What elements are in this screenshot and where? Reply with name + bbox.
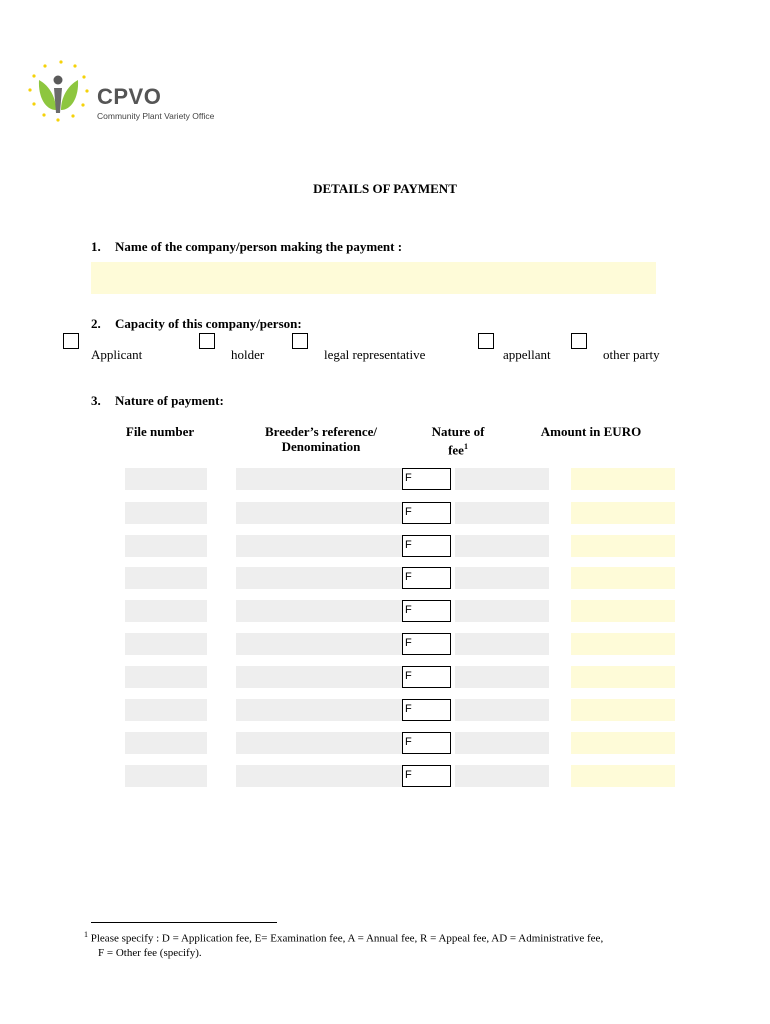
amount-euro-input[interactable] bbox=[571, 666, 675, 688]
breeder-reference-input[interactable] bbox=[236, 699, 419, 721]
amount-euro-input[interactable] bbox=[571, 765, 675, 787]
option-other-party-label: other party bbox=[603, 347, 660, 362]
section-1-label: Name of the company/person making the payment : bbox=[115, 239, 403, 254]
payer-name-field[interactable] bbox=[91, 262, 656, 294]
logo-title: CPVO bbox=[97, 84, 162, 109]
checkbox-applicant[interactable] bbox=[63, 333, 79, 349]
col-header-file-number: File number bbox=[125, 424, 195, 439]
fee-specify-input[interactable] bbox=[455, 468, 549, 490]
file-number-input[interactable] bbox=[125, 535, 207, 557]
breeder-reference-input[interactable] bbox=[236, 502, 419, 524]
breeder-reference-input[interactable] bbox=[236, 468, 419, 490]
amount-euro-input[interactable] bbox=[571, 732, 675, 754]
section-1-number: 1. bbox=[91, 239, 101, 254]
fee-specify-input[interactable] bbox=[455, 502, 549, 524]
footnote-line-1 bbox=[84, 928, 684, 946]
col-header-breeder-ref bbox=[240, 424, 402, 454]
fee-specify-input[interactable] bbox=[455, 765, 549, 787]
cpvo-logo-icon bbox=[16, 58, 106, 128]
fee-code-select[interactable]: F bbox=[402, 468, 451, 490]
footnote-text-2: F = Other fee (specify). bbox=[98, 946, 202, 959]
col-header-nature-line2 bbox=[413, 439, 503, 457]
col-header-nature-fee: fee bbox=[448, 442, 464, 458]
footnote bbox=[84, 928, 684, 960]
breeder-reference-input[interactable] bbox=[236, 600, 419, 622]
fee-code-select[interactable]: F bbox=[402, 535, 451, 557]
fee-specify-input[interactable] bbox=[455, 666, 549, 688]
file-number-input[interactable] bbox=[125, 765, 207, 787]
breeder-reference-input[interactable] bbox=[236, 765, 419, 787]
file-number-input[interactable] bbox=[125, 567, 207, 589]
fee-specify-input[interactable] bbox=[455, 732, 549, 754]
fee-specify-input[interactable] bbox=[455, 633, 549, 655]
file-number-input[interactable] bbox=[125, 666, 207, 688]
amount-euro-input[interactable] bbox=[571, 633, 675, 655]
footnote-text-1: Please specify : D = Application fee, E= Examination fee, A = Annual fee, R = Appeal fee, AD = Administrative fee, bbox=[90, 932, 604, 945]
fee-code-select[interactable]: F bbox=[402, 633, 451, 655]
logo-subtitle: Community Plant Variety Office bbox=[97, 111, 215, 121]
section-2-number: 2. bbox=[91, 316, 101, 331]
option-applicant-label: Applicant bbox=[91, 347, 143, 362]
page-title: DETAILS OF PAYMENT bbox=[313, 181, 457, 196]
fee-code-select[interactable]: F bbox=[402, 732, 451, 754]
fee-specify-input[interactable] bbox=[455, 567, 549, 589]
file-number-input[interactable] bbox=[125, 633, 207, 655]
file-number-input[interactable] bbox=[125, 502, 207, 524]
col-header-amount: Amount in EURO bbox=[540, 424, 642, 439]
col-header-breeder-ref-line1: Breeder’s reference/ bbox=[265, 424, 377, 439]
option-holder-label: holder bbox=[231, 347, 265, 362]
footnote-mark: 1 bbox=[84, 930, 88, 939]
amount-euro-input[interactable] bbox=[571, 567, 675, 589]
fee-code-select[interactable]: F bbox=[402, 765, 451, 787]
fee-code-select[interactable]: F bbox=[402, 600, 451, 622]
footnote-ref-mark: 1 bbox=[463, 442, 468, 451]
col-header-nature-line1: Nature of bbox=[431, 424, 485, 439]
breeder-reference-input[interactable] bbox=[236, 666, 419, 688]
file-number-input[interactable] bbox=[125, 468, 207, 490]
option-legal-representative-label: legal representative bbox=[324, 347, 426, 362]
file-number-input[interactable] bbox=[125, 699, 207, 721]
footnote-divider bbox=[91, 922, 277, 923]
fee-specify-input[interactable] bbox=[455, 535, 549, 557]
fee-code-select[interactable]: F bbox=[402, 567, 451, 589]
section-2-label: Capacity of this company/person: bbox=[115, 316, 302, 331]
breeder-reference-input[interactable] bbox=[236, 633, 419, 655]
file-number-input[interactable] bbox=[125, 732, 207, 754]
amount-euro-input[interactable] bbox=[571, 535, 675, 557]
col-header-nature-of-fee bbox=[413, 424, 503, 457]
fee-code-select[interactable]: F bbox=[402, 502, 451, 524]
checkbox-appellant[interactable] bbox=[478, 333, 494, 349]
section-3-label: Nature of payment: bbox=[115, 393, 224, 408]
amount-euro-input[interactable] bbox=[571, 502, 675, 524]
breeder-reference-input[interactable] bbox=[236, 732, 419, 754]
checkbox-legal-representative[interactable] bbox=[292, 333, 308, 349]
fee-code-select[interactable]: F bbox=[402, 699, 451, 721]
file-number-input[interactable] bbox=[125, 600, 207, 622]
amount-euro-input[interactable] bbox=[571, 600, 675, 622]
amount-euro-input[interactable] bbox=[571, 699, 675, 721]
amount-euro-input[interactable] bbox=[571, 468, 675, 490]
fee-specify-input[interactable] bbox=[455, 699, 549, 721]
breeder-reference-input[interactable] bbox=[236, 567, 419, 589]
section-3-number: 3. bbox=[91, 393, 101, 408]
option-appellant-label: appellant bbox=[503, 347, 551, 362]
breeder-reference-input[interactable] bbox=[236, 535, 419, 557]
fee-code-select[interactable]: F bbox=[402, 666, 451, 688]
col-header-breeder-ref-line2: Denomination bbox=[281, 439, 361, 454]
checkbox-holder[interactable] bbox=[199, 333, 215, 349]
checkbox-other-party[interactable] bbox=[571, 333, 587, 349]
fee-specify-input[interactable] bbox=[455, 600, 549, 622]
